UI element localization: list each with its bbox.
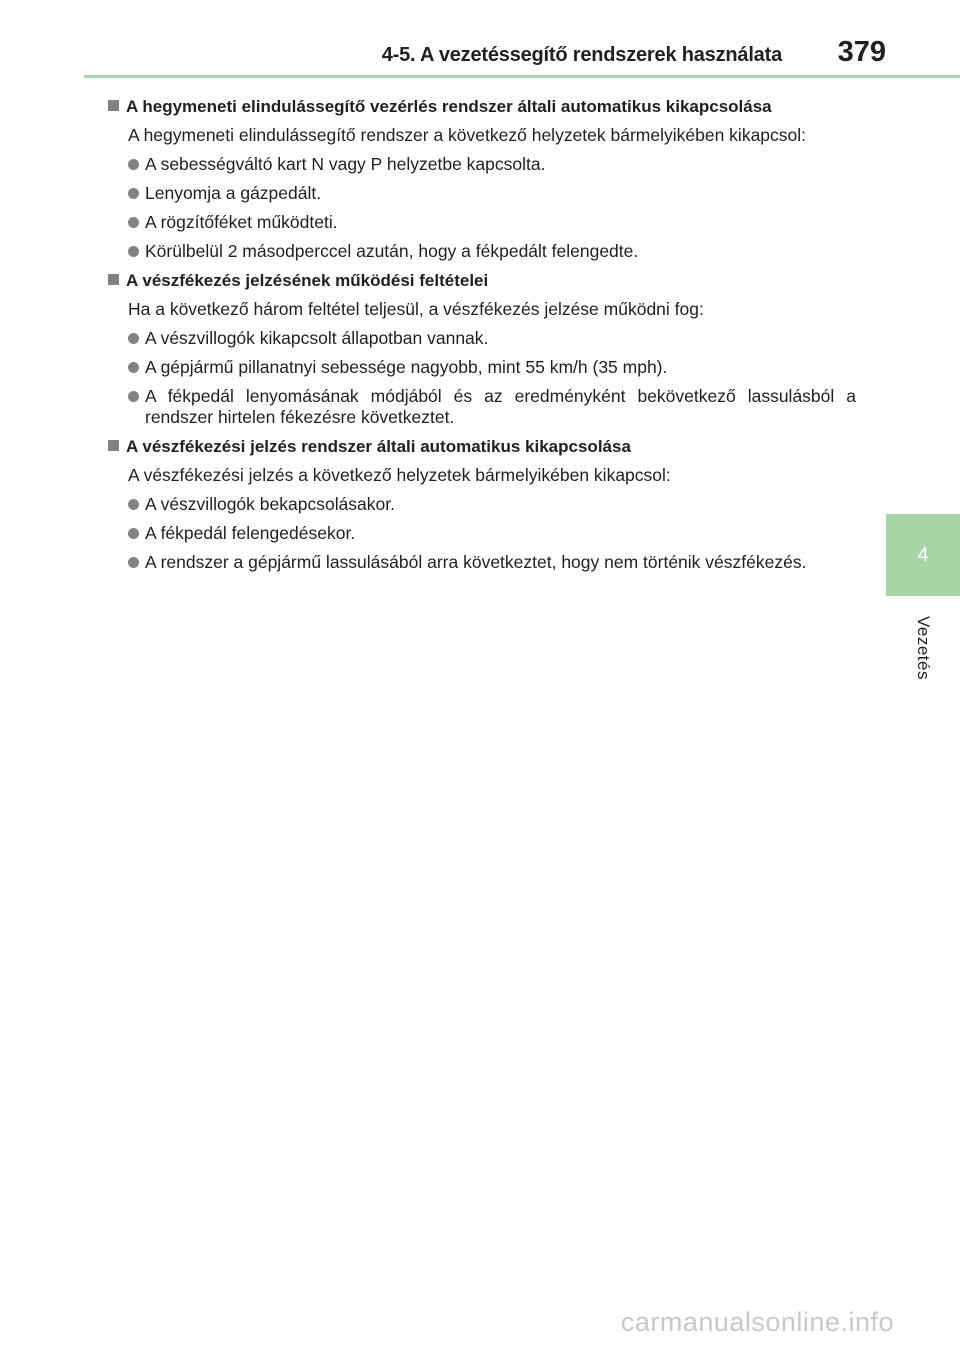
list-item-text: A fékpedál lenyomásának módjából és az eredményként bekövetkező lassulásból a rendszer hirtelen fékezésre következtet. (145, 386, 856, 427)
chapter-number: 4 (917, 543, 929, 566)
list-item (128, 548, 856, 577)
dot-bullet-icon (128, 217, 139, 228)
list-item (128, 519, 856, 548)
bullet-list (108, 150, 856, 266)
section-intro: A vészfékezési jelzés a következő helyzetek bármelyikében kikapcsol: (128, 465, 671, 485)
list-item-text: Lenyomja a gázpedált. (145, 183, 322, 203)
section-intro: A hegymeneti elindulássegítő rendszer a következő helyzetek bármelyikében kikapcsol: (128, 125, 807, 145)
square-bullet-icon (108, 274, 119, 285)
running-header-title: 4-5. A vezetéssegítő rendszerek használata (381, 44, 782, 66)
dot-bullet-icon (128, 246, 139, 257)
section-heading-text: A vészfékezés jelzésének működési feltételei (126, 271, 489, 290)
dot-bullet-icon (128, 159, 139, 170)
list-item (128, 237, 856, 266)
watermark: carmanualsonline.info (620, 1307, 894, 1337)
dot-bullet-icon (128, 333, 139, 344)
list-item-text: A vészvillogók bekapcsolásakor. (145, 494, 395, 514)
bullet-list (108, 324, 856, 432)
page-number: 379 (837, 36, 886, 68)
chapter-name: Vezetés (914, 616, 933, 680)
section-intro: Ha a következő három feltétel teljesül, a vészfékezés jelzése működni fog: (128, 299, 704, 319)
dot-bullet-icon (128, 391, 139, 402)
list-item (128, 490, 856, 519)
section-heading (108, 92, 856, 121)
dot-bullet-icon (128, 499, 139, 510)
list-item-text: A vészvillogók kikapcsolt állapotban vannak. (145, 328, 489, 348)
list-item (128, 150, 856, 179)
chapter-name-vertical (900, 608, 946, 688)
list-item (128, 324, 856, 353)
main-content (108, 92, 856, 577)
dot-bullet-icon (128, 528, 139, 539)
square-bullet-icon (108, 440, 119, 451)
section-hill-start-assist-off (108, 92, 856, 266)
list-item (128, 208, 856, 237)
section-emergency-brake-signal-conditions (108, 266, 856, 432)
list-item-text: A rögzítőféket működteti. (145, 212, 338, 232)
list-item (128, 179, 856, 208)
section-heading (108, 432, 856, 461)
square-bullet-icon (108, 100, 119, 111)
section-heading-text: A vészfékezési jelzés rendszer általi automatikus kikapcsolása (126, 437, 631, 456)
dot-bullet-icon (128, 362, 139, 373)
dot-bullet-icon (128, 188, 139, 199)
dot-bullet-icon (128, 557, 139, 568)
section-heading-text: A hegymeneti elindulássegítő vezérlés rendszer általi automatikus kikapcsolása (126, 97, 772, 116)
list-item-text: A fékpedál felengedésekor. (145, 523, 356, 543)
list-item-text: Körülbelül 2 másodperccel azután, hogy a fékpedált felengedte. (145, 241, 639, 261)
list-item (128, 353, 856, 382)
list-item-text: A gépjármű pillanatnyi sebessége nagyobb, mint 55 km/h (35 mph). (145, 357, 668, 377)
header-divider (84, 75, 960, 78)
list-item (128, 382, 856, 432)
bullet-list (108, 490, 856, 577)
list-item-text: A rendszer a gépjármű lassulásából arra következtet, hogy nem történik vészfékezés. (145, 552, 807, 572)
list-item-text: A sebességváltó kart N vagy P helyzetbe kapcsolta. (145, 154, 546, 174)
section-heading (108, 266, 856, 295)
section-emergency-brake-signal-off (108, 432, 856, 577)
chapter-tab (886, 514, 960, 596)
